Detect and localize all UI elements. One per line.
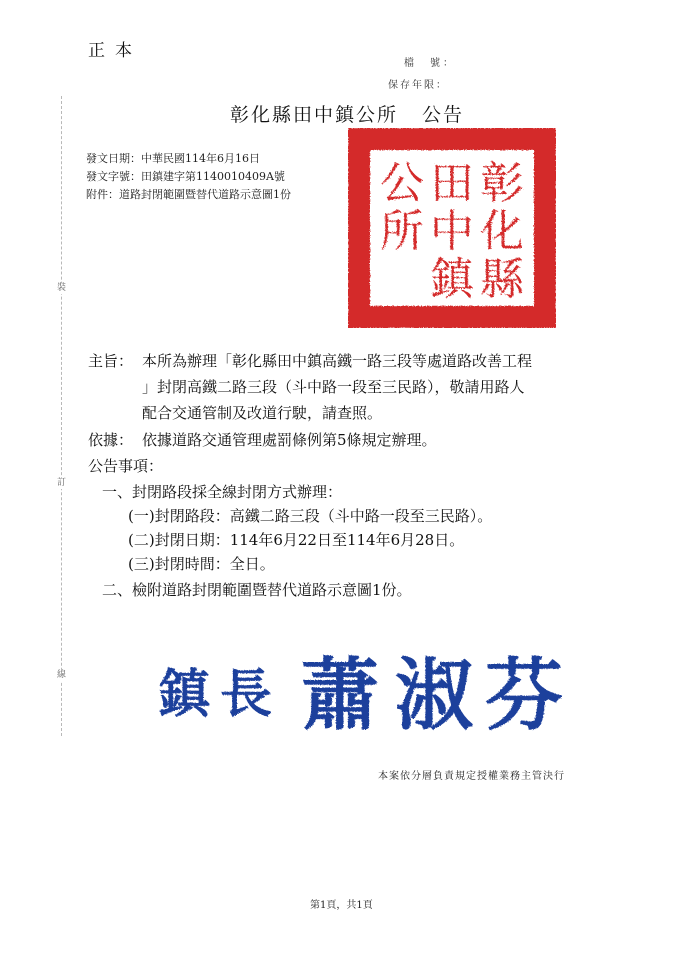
document-type: 公告	[422, 104, 465, 126]
subject-line-2: 」封閉高鐵二路三段（斗中路一段至三民路），敬請用路人	[142, 378, 525, 396]
binding-mark-1: 裝	[57, 283, 67, 293]
document-title	[230, 100, 464, 127]
binding-mark-3: 線	[57, 670, 67, 680]
attachment-line: 附件：道路封閉範圍暨替代道路示意圖1份	[86, 188, 291, 201]
signature-character: 鎮	[157, 664, 211, 725]
subject-line-3: 配合交通管制及改道行駛，請查照。	[142, 404, 383, 422]
official-seal	[348, 128, 556, 328]
seal-character: 所	[380, 206, 424, 257]
seal-character: 公	[380, 158, 424, 209]
mayor-signature-stamp	[148, 650, 568, 750]
issue-date: 發文日期：中華民國114年6月16日	[86, 152, 260, 165]
notice-subitem-3: (三)封閉時間：全日。	[128, 555, 275, 573]
notice-items-label: 公告事項：	[88, 457, 164, 475]
signature-character: 淑	[394, 650, 474, 741]
seal-character: 中	[430, 206, 474, 257]
subject-label: 主旨：	[88, 352, 134, 370]
file-number-label: 檔 號：	[404, 58, 456, 69]
subject-line-1: 本所為辦理「彰化縣田中鎮高鐵一路三段等處道路改善工程	[142, 352, 533, 370]
seal-character: 彰	[480, 158, 524, 209]
notice-subitem-2: (二)封閉日期：114年6月22日至114年6月28日。	[128, 531, 465, 549]
seal-character: 田	[430, 158, 474, 209]
document-number: 發文字號：田鎮建字第1140010409A號	[86, 170, 285, 183]
signature-character: 蕭	[300, 650, 380, 741]
delegation-note: 本案依分層負責規定授權業務主管決行	[378, 771, 565, 782]
signature-character: 長	[219, 664, 273, 725]
issuing-office: 彰化縣田中鎮公所	[230, 104, 399, 126]
retention-period-label: 保存年限：	[388, 80, 448, 91]
notice-item-1: 一、封閉路段採全線封閉方式辦理：	[102, 483, 343, 501]
basis-text: 依據道路交通管理處罰條例第5條規定辦理。	[142, 431, 437, 449]
binding-line	[61, 96, 62, 736]
original-copy-mark: 正本	[88, 41, 142, 61]
binding-mark-2: 訂	[57, 478, 67, 488]
seal-character: 鎮	[430, 254, 474, 305]
notice-subitem-1: (一)封閉路段：高鐵二路三段（斗中路一段至三民路）。	[128, 507, 493, 525]
basis-label: 依據：	[88, 431, 134, 449]
notice-item-2: 二、檢附道路封閉範圍暨替代道路示意圖1份。	[102, 581, 412, 599]
seal-character: 縣	[480, 254, 524, 305]
seal-character: 化	[480, 206, 524, 257]
page-number: 第1頁，共1頁	[310, 900, 373, 911]
signature-character: 芬	[484, 650, 564, 741]
